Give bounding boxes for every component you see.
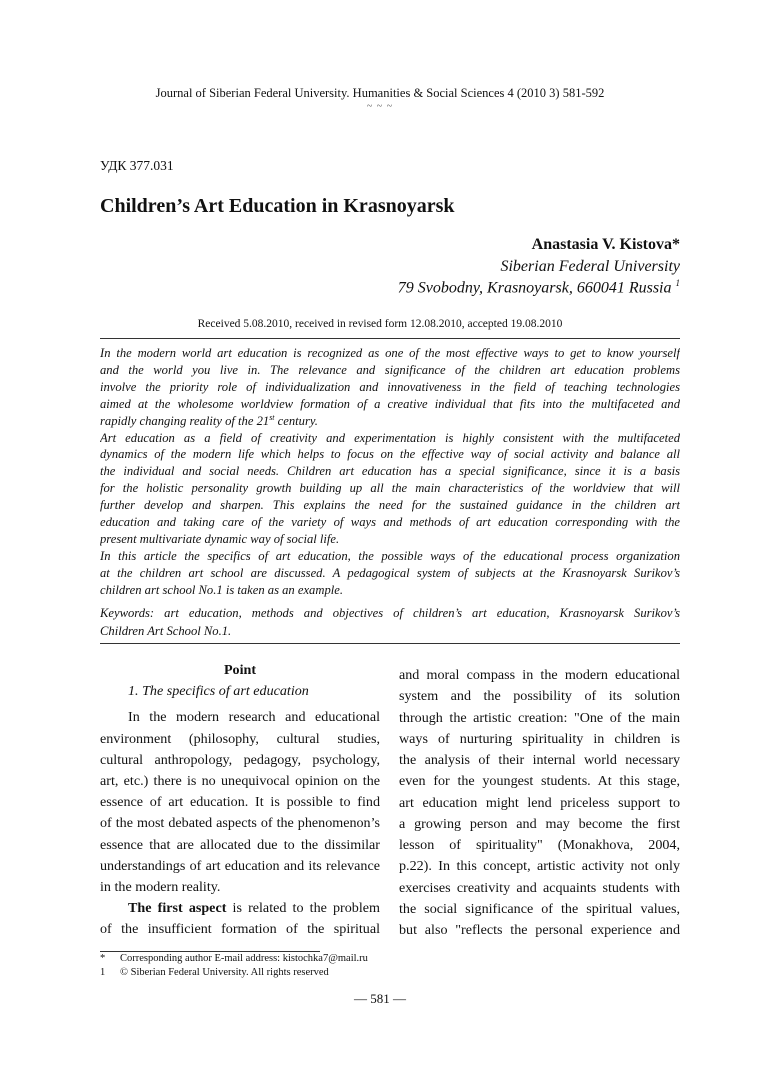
footnote-text: Corresponding author E-mail address: kistochka7@mail.ru (120, 953, 368, 964)
body-line (100, 898, 380, 919)
line-text: environment (philosophy, cultural studies, (100, 730, 380, 747)
address-text: 79 Svobodny, Krasnoyarsk, 660041 Russia (397, 279, 672, 297)
footnote-1 (100, 953, 368, 964)
keywords-line (100, 605, 680, 622)
line-text: art, etc.) there is no unequivocal opinion on the (100, 773, 380, 789)
body-line (399, 771, 680, 792)
line-text: involve the priority role of individualization and innovativeness in the field of teaching technologies (100, 379, 680, 394)
line-text: essence that are allocated due to the dissimilar (100, 836, 380, 853)
line-text: system and the possibility of its solution (399, 688, 680, 705)
footnote-text: © Siberian Federal University. All rights reserved (120, 967, 329, 978)
line-text: present multivariate dynamic way of social life. (100, 531, 340, 546)
body-line (399, 835, 680, 856)
received-dates: Received 5.08.2010, received in revised form 12.08.2010, accepted 19.08.2010 (197, 318, 563, 330)
line-text: In the modern world art education is recognized as one of the most effective ways to get to know yourself (100, 346, 680, 360)
line-text: the social significance of the spiritual values, (399, 900, 680, 917)
footnote-rule (100, 951, 320, 952)
body-line (399, 729, 680, 750)
line-text: exercises creativity and acquaints students with (399, 879, 680, 896)
line-text: further develop and sharpen. This explains the need for the sustained guidance in the children art (100, 498, 680, 513)
body-line (100, 919, 380, 940)
abstract-line (100, 362, 680, 379)
abstract-line (100, 396, 680, 413)
line-text: cultural anthropology, pedagogy, psychology, (100, 751, 380, 768)
line-text: of the insufficient formation of the spiritual (100, 921, 380, 938)
line-text: and the world you live in. The relevance and significance of the children art education problems (100, 362, 680, 377)
line-text: lesson of spirituality" (Monakhova, 2004, (399, 837, 680, 853)
line-text: at the children art school are discussed. A pedagogical system of subjects at the Krasnoyarsk Surikov’s (100, 565, 680, 580)
author-address (398, 278, 680, 297)
abstract-line (100, 497, 680, 514)
footnote-mark: * (100, 953, 106, 964)
line-text: Art education as a field of creativity and experimentation is highly consistent with the multifaceted (100, 430, 680, 445)
line-text: rapidly changing reality of the 21 (100, 413, 270, 428)
line-text: is related to the problem (226, 900, 380, 917)
journal-header: Journal of Siberian Federal University. Humanities & Social Sciences 4 (2010 3) 581-592 (155, 86, 605, 100)
abstract-line (100, 514, 680, 531)
line-text: education and taking care of the variety of ways and methods of art education corresponding with the (100, 515, 680, 529)
body-line (100, 835, 380, 856)
keywords-line (100, 623, 680, 640)
body-line (100, 707, 380, 728)
header-ornament: ~ ~ ~ (366, 101, 394, 112)
author-affiliation: Siberian Federal University (500, 258, 680, 275)
body-line (399, 899, 680, 920)
line-text: Point (223, 662, 257, 678)
body-line (399, 686, 680, 707)
abstract-line (100, 379, 680, 396)
line-text: but also "reflects the personal experience and (399, 922, 680, 938)
line-text: ways of nurturing spirituality in children is (399, 730, 680, 747)
line-text: the analysis of their internal world necessary (399, 752, 680, 768)
abstract-line (100, 582, 680, 599)
section-heading (100, 660, 380, 681)
body-line (399, 856, 680, 877)
footnote-mark: 1 (100, 967, 106, 978)
line-text: the individual and social needs. Children art education has a special significance, since it is a basis (100, 464, 680, 479)
line-text: for the holistic personality growth building up all the main characteristics of the worldview that will (100, 481, 680, 496)
line-text: essence of art education. It is possible to find (100, 794, 380, 811)
body-line (100, 856, 380, 877)
line-text: p.22). In this concept, artistic activity not only (399, 858, 680, 875)
line-text: In this article the specifics of art education, the possible ways of the educational process organization (100, 548, 680, 563)
body-line (100, 792, 380, 813)
line-text: century. (274, 413, 318, 428)
line-text: art education might lend priceless support to (399, 794, 680, 811)
abstract-line (100, 446, 680, 463)
footnote-2 (100, 967, 329, 978)
abstract-line (100, 413, 680, 430)
udk-code: УДК 377.031 (100, 158, 174, 173)
abstract-line (100, 565, 680, 582)
line-text: 1. The specifics of art education (128, 683, 309, 700)
subsection-heading (100, 681, 380, 702)
body-line (100, 877, 380, 898)
line-text: aimed at the wholesome worldview formation of a creative individual that fits into the multifaceted and (100, 396, 680, 411)
body-line (399, 665, 680, 686)
address-footnote-mark: 1 (675, 278, 680, 288)
line-text: of the most debated aspects of the phenomenon’s (100, 815, 380, 832)
abstract-line (100, 463, 680, 480)
abstract-line (100, 430, 680, 447)
body-line (399, 814, 680, 835)
body-line (399, 793, 680, 814)
line-text: Children Art School No.1. (100, 624, 232, 638)
body-line (399, 708, 680, 729)
abstract-line (100, 548, 680, 565)
line-text: dynamics of the modern life which helps to focus on the effective way of social activity and balance all (100, 447, 680, 462)
body-line (100, 813, 380, 834)
line-text: even for the youngest students. At this stage, (399, 773, 680, 790)
line-text: and moral compass in the modern educational (399, 667, 680, 683)
body-line (100, 750, 380, 771)
body-line (100, 729, 380, 750)
abstract-line (100, 345, 680, 362)
line-text: children art school No.1 is taken as an example. (100, 582, 343, 597)
body-line (399, 878, 680, 899)
bold-lead: The first aspect (128, 900, 227, 917)
line-text: a growing person and may become the first (399, 815, 680, 832)
page-number: — 581 — (354, 991, 406, 1006)
abstract-top-rule (100, 338, 680, 339)
abstract-bottom-rule (100, 643, 680, 644)
body-line (399, 750, 680, 771)
line-text: In the modern research and educational (128, 709, 380, 726)
line-text: in the modern reality. (100, 879, 221, 895)
abstract-line (100, 480, 680, 497)
line-text: through the artistic creation: "One of the main (399, 709, 680, 726)
body-line (100, 771, 380, 792)
author-name: Anastasia V. Kistova* (531, 236, 680, 253)
article-title: Children’s Art Education in Krasnoyarsk (100, 195, 455, 217)
line-text: Keywords: art education, methods and objectives of children’s art education, Krasnoyarsk Surikov’s (100, 606, 680, 620)
line-text: understandings of art education and its relevance (100, 857, 380, 874)
abstract-line (100, 531, 680, 548)
superscript: st (269, 412, 275, 422)
body-line (399, 920, 680, 941)
